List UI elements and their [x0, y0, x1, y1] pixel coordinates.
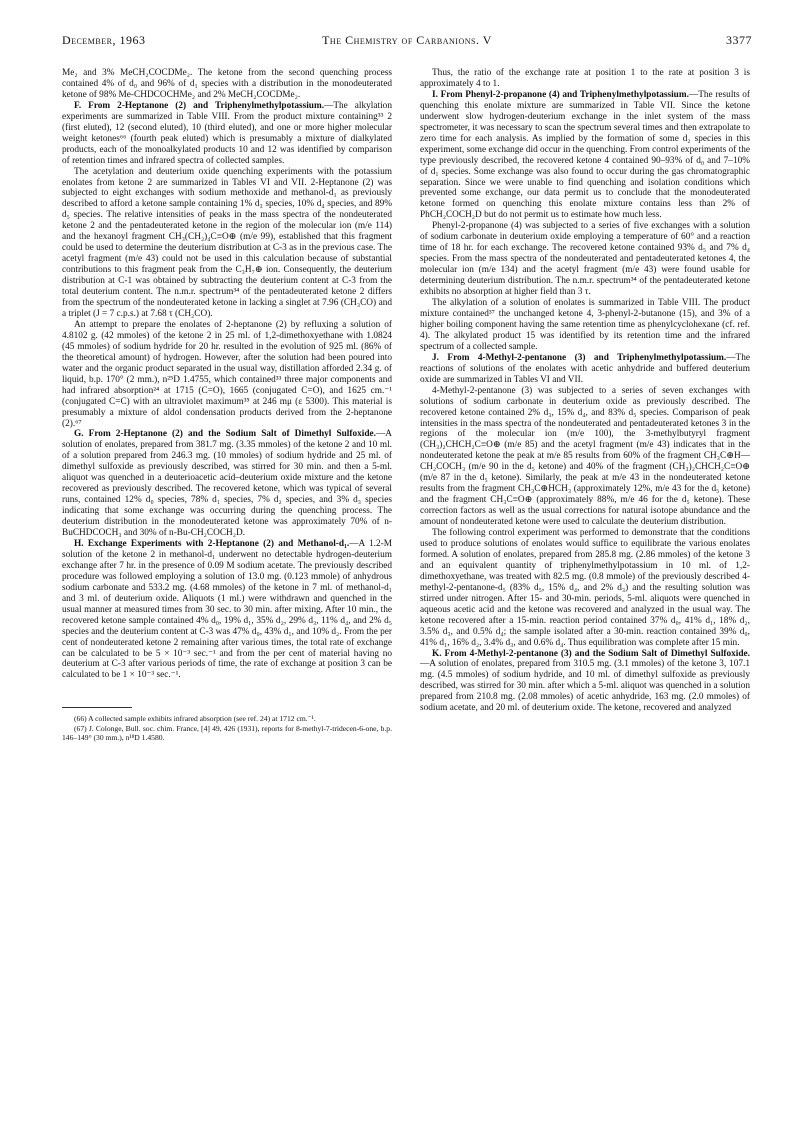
running-header: [62, 33, 752, 51]
paragraph-text: —A 1.2-M solution of the ketone 2 in methanol-d₁ underwent no detectable hydrogen-deuterium exchange after 7 hr. in the presence of 0.09 M sodium acetate. The previously described procedure was followed employing a solution of 13.0 mg. (0.123 mmole) of anhydrous sodium carbonate and 533.2 mg. (4.68 mmoles) of the ketone in 7 ml. of methanol-d₁ and 3 ml. of deuterium oxide. Aliquots (1 ml.) were withdrawn and quenched in the usual manner at measured times from 30 sec. to 30 min. after mixing. After 10 min., the recovered ketone sample contained 4% d₀, 19% d₁, 35% d₂, 29% d₃, 11% d₄, and 2% d₅ species and the deuterium content at C-3 was 47% d₀, 43% d₁, and 10% d₂. From the per cent of nondeuterated ketone 2 remaining after various times, the total rate of exchange can be calculated to be 5 × 10⁻³ sec.⁻¹ and from the per cent of material having no deuterium at C-3 after various periods of time, the rate of exchange at position 3 can be calculated to be 1 × 10⁻³ sec.⁻¹.: [62, 538, 392, 681]
paragraph-text: Me₂ and 3% MeCH₂COCDMe₂. The ketone from the second quenching process contained 4% of d₀ and 96% of d₁ species with a distribution in the monodeuterated ketone of 98% Me-CHDCOCHMe₂ and 2% MeCH₂COCDMe₂.: [62, 68, 392, 100]
section-heading: G. From 2-Heptanone (2) and the Sodium Salt of Dimethyl Sulfoxide.: [74, 429, 376, 440]
body-paragraph: [62, 68, 392, 101]
section-heading: J. From 4-Methyl-2-pentanone (3) and Triphenylmethylpotassium.: [432, 352, 727, 363]
header-journal-title: The Chemistry of Carbanions. V: [322, 33, 492, 47]
body-paragraph: [420, 528, 750, 648]
body-paragraph: [62, 167, 392, 320]
body-paragraph: [62, 429, 392, 539]
body-paragraph: [62, 539, 392, 681]
paragraph-text: Phenyl-2-propanone (4) was subjected to a series of five exchanges with a solution of sodium carbonate in deuterium oxide employing a temperature of 60° and a reaction time of 18 hr. for each exchange. The recovered ketone contained 93% d₅ and 7% d₄ species. From the mass spectra of the nondeuterated and pentadeuterated ketones 4, the molecular ion (m/e 134) and the acetyl fragment (m/e 43) were found usable for determining deuterium distribution. The n.m.r. spectrum³⁴ of the pentadeuterated ketone exhibits no absorption at higher field than 3 τ.: [420, 221, 750, 298]
body-paragraph: [420, 353, 750, 386]
body-paragraph: [420, 649, 750, 715]
paragraph-text: —A solution of enolates, prepared from 310.5 mg. (3.1 mmoles) of the ketone 3, 107.1 mg. (4.5 mmoles) of sodium hydride, and 10 ml. of dimethyl sulfoxide as previously described, was stirred for 30 min. after which a 5-ml. aliquot was quenched in a solution prepared from 210.8 mg. (2.08 mmoles) of acetic anhydride, 163 mg. (2.0 mmoles) of sodium acetate, and 20 ml. of deuterium oxide. The ketone, recovered and analyzed: [420, 659, 750, 714]
header-date: December, 1963: [62, 33, 146, 47]
footnote: (66) A collected sample exhibits infrared absorption (see ref. 24) at 1712 cm.⁻¹.: [74, 714, 316, 724]
section-heading: K. From 4-Methyl-2-pentanone (3) and the Sodium Salt of Dimethyl Sulfoxide.: [432, 648, 750, 659]
paragraph-text: —A solution of enolates, prepared from 381.7 mg. (3.35 mmoles) of the ketone 2 and 10 ml. of a solution prepared from 246.3 mg. (10 mmoles) of sodium hydride and 25 ml. of dimethyl sulfoxide as previously described, was stirred for 30 min. and then a 5-ml. aliquot was quenched in a deuterioacetic acid–deuterium oxide mixture and the ketone recovered as previously described. The recovered ketone, which was typical of several runs, contained 12% d₀ species, 78% d₁ species, 7% d₂ species, and 3% d₃ species indicating that some exchange was occurring during the quenching process. The deuterium distribution in the monodeuterated ketone was approximately 70% of n-BuCHDCOCH₃ and 30% of n-Bu-CH₂COCH₂D.: [62, 429, 392, 539]
footnote-separator: [62, 707, 132, 708]
paragraph-text: The following control experiment was performed to demonstrate that the conditions used to produce solutions of enolates would suffice to equilibrate the various enolates formed. A solution of enolates, prepared from 285.8 mg. (2.86 mmoles) of the ketone 3 and an equivalent quantity of triphenylmethylpotassium in 10 ml. of 1,2-dimethoxyethane, was treated with 82.5 mg. (0.8 mmole) of the previously described 4-methyl-2-pentanone-d₅ (83% d₅, 15% d₄, and 2% d₃) and the resulting solution was stirred under nitrogen. After 15- and 30-min. periods, 5-ml. aliquots were quenched in aqueous acetic acid and the ketone was recovered and analyzed in the usual way. The ketone recovered after a 15-min. reaction period contained 37% d₀, 41% d₁, 18% d₂, 3.5% d₃, and 0.5% d₄; the sample isolated after a 30-min. reaction contained 39% d₀, 41% d₁, 16% d₂, 3.4% d₃, and 0.6% d₄. Thus equilibration was complete after 15 min.: [420, 528, 750, 648]
paragraph-text: 4-Methyl-2-pentanone (3) was subjected to a series of seven exchanges with solutions of sodium carbonate in deuterium oxide as previously described. The recovered ketone contained 2% d₃, 15% d₄, and 83% d₅ species. Comparison of peak intensities in the mass spectra of the nondeuterated and pentadeuterated ketones 3 in the regions of the molecular ion (m/e 100), the 3-methylbutyryl fragment (CH₃)₂CHCH₂C≡O⊕ (m/e 85) and the acetyl fragment (m/e 43) indicates that in the nondeuterated ketone the peak at m/e 85 results from 60% of the fragment CH₃C⊕H—CH₂COCH₃ (m/e 90 in the d₅ ketone) and 40% of the fragment (CH₃)₂CHCH₂C≡O⊕ (m/e 87 in the d₅ ketone). Similarly, the peak at m/e 43 in the nondeuterated ketone results from the fragment CH₃C⊕HCH₃ (approximately 12%, m/e 43 for the d₅ ketone) and the fragment CH₃C≡O⊕ (approximately 88%, m/e 46 for the d₅ ketone). These correction factors as well as the usual corrections for natural isotope abundance and the amount of nondeuterated ketone were used to calculate the deuterium distribution.: [420, 385, 750, 528]
section-heading: H. Exchange Experiments with 2-Heptanone (2) and Methanol-d₁.: [74, 538, 350, 549]
paragraph-text: The alkylation of a solution of enolates is summarized in Table VIII. The product mixture contained³⁷ the unchanged ketone 4, 3-phenyl-2-butanone (15), and 3% of a higher boiling component having the same retention time as phenylcyclohexane (cf. ref. 4). The alkylated product 15 was identified by its retention time and the infrared spectrum of a collected sample.: [420, 298, 750, 352]
section-heading: I. From Phenyl-2-propanone (4) and Triphenylmethylpotassium.: [432, 89, 689, 100]
paragraph-text: Thus, the ratio of the exchange rate at position 1 to the rate at position 3 is approximately 4 to 1.: [420, 68, 750, 89]
footnote: (67) J. Colonge, Bull. soc. chim. France, [4] 49, 426 (1931), reports for 8-methyl-7-tridecen-6-one, b.p. 146–149° (30 mm.), n¹⁸D 1.4580.: [62, 723, 392, 743]
body-paragraph: [420, 221, 750, 298]
body-paragraph: [62, 101, 392, 167]
page-number: 3377: [726, 33, 752, 47]
body-paragraph: [420, 90, 750, 221]
body-paragraph: [420, 386, 750, 528]
left-text-column: [62, 68, 392, 1118]
paragraph-text: The acetylation and deuterium oxide quenching experiments with the potassium enolates from ketone 2 are summarized in Tables VI and VII. 2-Heptanone (2) was subjected to eight exchanges with sodium methoxide and methanol-d₁ as previously described to afford a ketone sample containing 1% d₃ species, 10% d₄ species, and 89% d₅ species. The relative intensities of peaks in the mass spectra of the nondeuterated ketone 2 and the pentadeuterated ketone in the region of the molecular ion (m/e 114) and the hexanoyl fragment CH₃(CH₂)₄C≡O⊕ (m/e 99), established that this fragment could be used to determine the deuterium distribution at C-3 as in the previous case. The acetyl fragment (m/e 43) could not be used in this calculation because of substantial contributions to this fragment peak from the C₃H₇⊕ ion. Consequently, the deuterium distribution at C-1 was obtained by subtracting the deuterium content at C-3 from the total deuterium content. The n.m.r. spectrum³⁴ of the pentadeuterated ketone 2 differs from the spectrum of the nondeuterated ketone in lacking a singlet at 7.96 (CH₃CO) and a triplet (J = 7 c.p.s.) at 7.68 τ (CH₂CO).: [62, 166, 392, 319]
body-paragraph: [62, 320, 392, 430]
body-paragraph: [420, 68, 750, 90]
right-text-column: [420, 68, 750, 1118]
paragraph-text: —The alkylation experiments are summarized in Table VIII. From the product mixture containing³³ 2 (first eluted), 12 (second eluted), 10 (third eluted), and one or more higher molecular weight ketones⁶⁶ (fourth peak eluted) which is presumably a mixture of dialkylated products, each of the monoalkylated products 10 and 12 was identified by comparison of retention times and infrared spectra of collected samples.: [62, 100, 392, 166]
paragraph-text: —The results of quenching this enolate mixture are summarized in Table VII. Since the ketone underwent slow hydrogen-deuterium exchange in the inlet system of the mass spectrometer, it was necessary to scan the spectrum several times and then extrapolate to zero time for each analysis. As implied by the formation of some d₂ species in this experiment, some exchange did occur in the quenching. From control experiments of the type previously described, the recovered ketone 4 contained 90–93% of d₀ and 7–10% of d₁ species. Some exchange was also found to occur during the gas chromatographic separation. Since we were unable to find quenching and isolation conditions which prevented some exchange, our data permit us to conclude that the monodeuterated ketone formed on quenching this enolate mixture contains less than 2% of PhCH₂COCH₂D but do not permit us to estimate how much less.: [420, 89, 750, 221]
section-heading: F. From 2-Heptanone (2) and Triphenylmethylpotassium.: [74, 100, 325, 111]
paragraph-text: An attempt to prepare the enolates of 2-heptanone (2) by refluxing a solution of 4.8102 g. (42 mmoles) of the ketone 2 in 25 ml. of 1,2-dimethoxyethane with 1.0824 (45 mmoles) of sodium hydride for 20 hr. resulted in the evolution of 925 ml. (86% of the theoretical amount) of hydrogen. However, after the solution had been poured into water and the organic product separated in the usual way, distillation afforded 2.34 g. of liquid, b.p. 170° (2 mm.), n²⁵D 1.4755, which contained³³ three major components and had infrared absorption²⁴ at 1715 (C=O), 1665 (conjugated C=O), and 1625 cm.⁻¹ (conjugated C=C) with an ultraviolet maximum³⁵ at 246 mμ (ε 5300). This material is presumably a mixture of aldol condensation products derived from the 2-heptanone (2).⁶⁷: [62, 319, 392, 429]
body-paragraph: [420, 298, 750, 353]
paragraph-text: —The reactions of solutions of the enolates with acetic anhydride and buffered deuterium oxide are summarized in Tables VI and VII.: [420, 352, 750, 385]
